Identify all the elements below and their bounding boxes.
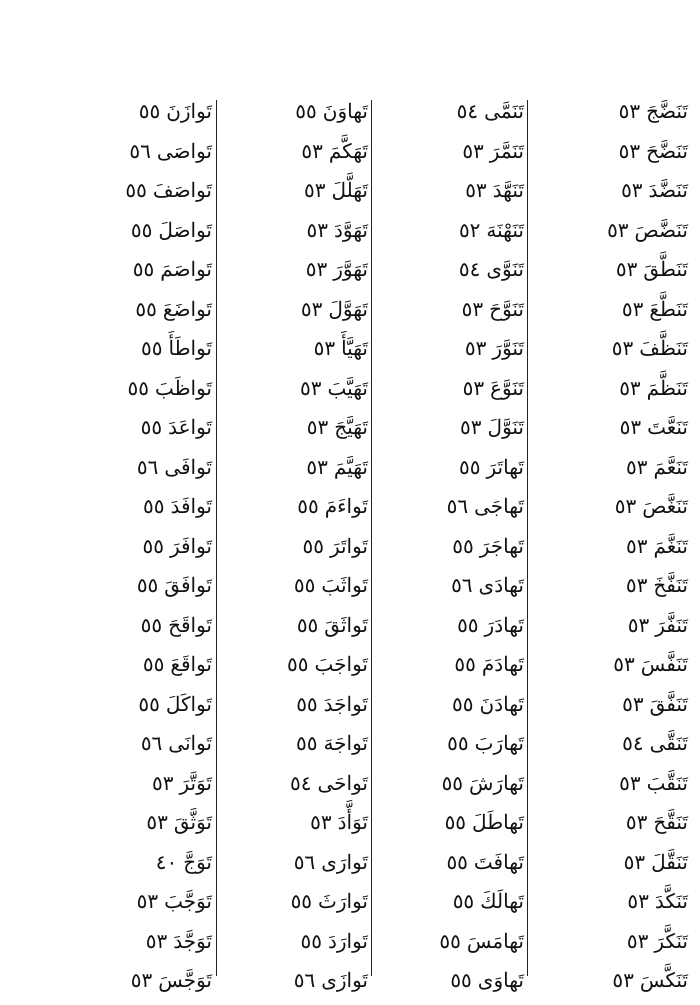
entry-word: تَنَفَّخَ	[653, 573, 688, 597]
entry-word: تَواصَمَ	[160, 257, 212, 281]
index-entry	[384, 566, 524, 606]
index-entry	[228, 211, 368, 251]
entry-word: تَنَكَّدَ	[654, 889, 688, 913]
entry-word: تَهاطَلَ	[472, 810, 524, 834]
index-entry	[228, 290, 368, 330]
entry-word: تَنَعَّتَ	[647, 415, 688, 439]
entry-page-number: ٥٣	[626, 928, 649, 953]
index-entry	[228, 882, 368, 922]
entry-word: تَوارَى	[321, 849, 368, 874]
entry-word: تَواطَأَ	[168, 336, 212, 360]
entry-word: تَنَضَّصَ	[634, 217, 688, 242]
index-entry	[548, 250, 688, 290]
entry-page-number: ٥٥	[142, 652, 165, 676]
entry-page-number: ٥٥	[297, 494, 319, 518]
index-entry	[228, 250, 368, 290]
index-entry	[548, 369, 688, 409]
entry-page-number: ٥٥	[452, 691, 474, 716]
entry-page-number: ٥٣	[306, 454, 328, 479]
index-entry	[548, 685, 688, 725]
entry-word: تَهَلَّلَ	[331, 178, 368, 202]
entry-word: تَنَهْنَهَ	[486, 217, 524, 242]
entry-page-number: ٥٣	[465, 178, 487, 202]
entry-word: تَواتَرَ	[329, 533, 368, 558]
entry-page-number: ٥٥	[143, 494, 165, 518]
entry-word: تَوافَى	[164, 454, 212, 479]
entry-word: تَنَقَّلَ	[651, 849, 688, 874]
entry-word: تَوَجَّ	[183, 849, 212, 874]
entry-page-number: ٥٣	[615, 257, 638, 281]
entry-page-number: ٥٣	[625, 810, 648, 834]
index-entry	[72, 369, 212, 409]
entry-word: تَواثَقَ	[324, 612, 368, 637]
entry-word: تَنَمَّى	[484, 99, 524, 123]
entry-word: تَوَثَّقَ	[173, 810, 212, 834]
entry-page-number: ٥٣	[306, 415, 329, 439]
entry-word: تَنَوَّرَ	[492, 336, 524, 360]
index-entry	[72, 764, 212, 804]
entry-word: تَهاوَنَ	[322, 99, 368, 123]
entry-word: تَهاجَرَ	[479, 533, 524, 558]
entry-word: تَهادَى	[478, 573, 524, 597]
index-column-4	[72, 92, 212, 1001]
entry-page-number: ٥٣	[136, 889, 159, 913]
entry-page-number: ٥٣	[625, 454, 648, 479]
index-entry	[72, 645, 212, 685]
index-entry	[384, 132, 524, 172]
entry-word: تَنَوَّى	[486, 257, 524, 281]
entry-word: تَواجَهَ	[323, 731, 368, 755]
entry-page-number: ٥٥	[295, 99, 317, 123]
index-entry	[384, 92, 524, 132]
entry-page-number: ٥٣	[619, 415, 642, 439]
entry-word: تَوافَقَ	[164, 573, 212, 597]
entry-word: تَنَغَّصَ	[642, 494, 688, 518]
entry-word: تَواصَفَ	[152, 178, 212, 202]
index-entry	[548, 527, 688, 567]
index-entry	[72, 487, 212, 527]
entry-word: تَهَيَّأَ	[341, 336, 368, 360]
index-entry	[548, 724, 688, 764]
index-column-1	[548, 92, 688, 1001]
entry-page-number: ٥٥	[141, 336, 163, 360]
index-entry	[548, 171, 688, 211]
entry-page-number: ٥٣	[614, 494, 637, 518]
entry-page-number: ٥٣	[152, 770, 174, 795]
entry-page-number: ٥٣	[621, 178, 643, 202]
index-entry	[384, 803, 524, 843]
entry-page-number: ٥٥	[135, 296, 157, 321]
index-entry	[72, 527, 212, 567]
entry-page-number: ٥٣	[618, 99, 641, 123]
index-entry	[384, 171, 524, 211]
entry-word: تَهافَتَ	[473, 849, 524, 874]
index-entry	[548, 882, 688, 922]
entry-page-number: ٥٣	[464, 336, 487, 360]
index-entry	[72, 566, 212, 606]
entry-word: تَهادَرَ	[484, 612, 524, 637]
entry-word: تَنَقَّبَ	[646, 770, 688, 795]
entry-word: تَهاجَى	[474, 494, 524, 518]
entry-word: تَنَطَّعَ	[649, 296, 688, 321]
entry-page-number: ٥٥	[450, 968, 472, 992]
entry-word: تَوافَدَ	[170, 494, 212, 518]
entry-page-number: ٥٥	[444, 810, 467, 834]
entry-page-number: ٥٥	[132, 257, 155, 281]
entry-word: تَهادَمَ	[481, 652, 524, 676]
entry-page-number: ٥٣	[618, 138, 641, 163]
index-entry	[384, 961, 524, 1001]
entry-page-number: ٥٣	[625, 533, 648, 558]
entry-page-number: ٥٥	[296, 612, 319, 637]
entry-page-number: ٥٦	[451, 573, 473, 597]
entry-word: تَواظَبَ	[154, 375, 212, 400]
index-column-3	[228, 92, 368, 1001]
index-entry	[228, 803, 368, 843]
entry-word: تَنَوَّحَ	[489, 296, 524, 321]
index-entry	[548, 132, 688, 172]
entry-page-number: ٥٥	[296, 691, 318, 716]
entry-page-number: ٥٣	[300, 375, 322, 400]
entry-page-number: ٥٣	[462, 138, 484, 163]
index-entry	[384, 882, 524, 922]
entry-page-number: ٥٤	[456, 99, 479, 123]
index-entry	[228, 961, 368, 1001]
entry-word: تَهارَبَ	[474, 731, 524, 755]
entry-page-number: ٥٣	[303, 178, 326, 202]
entry-page-number: ٥٣	[607, 217, 629, 242]
index-entry	[384, 645, 524, 685]
index-entry	[548, 92, 688, 132]
entry-word: تَهَكَّمَ	[328, 138, 368, 163]
entry-word: تَهاوَى	[477, 968, 524, 992]
entry-page-number: ٥٦	[446, 494, 469, 518]
entry-word: تَواصَى	[156, 138, 212, 163]
entry-word: تَهَيَّبَ	[327, 375, 368, 400]
entry-word: تَنَضَّجَ	[646, 99, 688, 123]
entry-page-number: ٥٥	[142, 533, 164, 558]
index-entry	[228, 843, 368, 883]
index-entry	[384, 329, 524, 369]
index-entry	[548, 290, 688, 330]
index-entry	[228, 487, 368, 527]
index-column-2	[384, 92, 524, 1001]
entry-page-number: ٥٣	[612, 968, 634, 992]
entry-word: تَوَتَّرَ	[179, 770, 212, 795]
index-entry	[384, 211, 524, 251]
entry-page-number: ٥٣	[627, 889, 649, 913]
index-entry	[228, 527, 368, 567]
entry-word: تَواثَبَ	[321, 573, 368, 597]
entry-page-number: ٥٤	[290, 770, 312, 795]
index-entry	[228, 369, 368, 409]
index-entry	[384, 250, 524, 290]
entry-word: تَنَغَّمَ	[653, 533, 688, 558]
index-entry	[384, 685, 524, 725]
entry-word: تَهَيَّجَ	[334, 415, 368, 439]
entry-word: تَنَضَّحَ	[646, 138, 688, 163]
entry-page-number: ٥٥	[459, 454, 481, 479]
index-entry	[384, 527, 524, 567]
index-entry	[384, 290, 524, 330]
entry-page-number: ٥٣	[313, 336, 336, 360]
entry-page-number: ٥٦	[293, 849, 316, 874]
entry-page-number: ٥٦	[293, 968, 316, 992]
entry-word: تَوَأَّدَ	[337, 810, 368, 834]
entry-word: تَواعَدَ	[168, 415, 212, 439]
entry-word: تَوافَرَ	[169, 533, 212, 558]
index-entry	[72, 92, 212, 132]
entry-word: تَنَكَّرَ	[654, 928, 688, 953]
column-divider-3	[216, 100, 217, 976]
entry-page-number: ٥٥	[138, 99, 161, 123]
entry-page-number: ٥٣	[622, 691, 644, 716]
index-entry	[72, 448, 212, 488]
index-entry	[228, 645, 368, 685]
index-entry	[384, 606, 524, 646]
index-entry	[548, 211, 688, 251]
index-entry	[72, 250, 212, 290]
index-entry	[72, 882, 212, 922]
index-entry	[228, 922, 368, 962]
entry-word: تَنَهَّدَ	[492, 178, 524, 202]
entry-word: تَنَظَّمَ	[646, 375, 688, 400]
entry-page-number: ٥٤	[622, 731, 644, 755]
entry-page-number: ٥٣	[306, 217, 328, 242]
entry-page-number: ٥٣	[460, 415, 482, 439]
entry-word: تَهَوَّرَ	[333, 257, 368, 281]
entry-page-number: ٥٥	[138, 691, 160, 716]
index-entry	[548, 764, 688, 804]
entry-page-number: ٥٥	[457, 612, 479, 637]
index-entry	[72, 803, 212, 843]
entry-page-number: ٥٥	[136, 573, 159, 597]
entry-word: تَهَوَّدَ	[333, 217, 368, 242]
entry-page-number: ٥٥	[452, 889, 475, 913]
entry-page-number: ٥٣	[611, 336, 634, 360]
entry-word: تَنَقَّحَ	[653, 810, 688, 834]
index-entry	[384, 764, 524, 804]
entry-page-number: ٥٣	[305, 257, 328, 281]
index-entry	[72, 685, 212, 725]
entry-page-number: ٥٥	[439, 928, 461, 953]
entry-page-number: ٥٣	[619, 770, 641, 795]
entry-page-number: ٥٥	[447, 731, 469, 755]
entry-page-number: ٥٣	[462, 375, 485, 400]
index-entry	[72, 724, 212, 764]
entry-page-number: ٥٥	[452, 533, 474, 558]
entry-word: تَنَعَّمَ	[653, 454, 688, 479]
entry-word: تَهادَنَ	[479, 691, 524, 716]
index-entry	[548, 408, 688, 448]
index-entry	[72, 171, 212, 211]
index-entry	[384, 408, 524, 448]
entry-word: تَوَجَّسَ	[158, 968, 212, 992]
entry-page-number: ٥٣	[130, 968, 153, 992]
entry-word: تَنَضَّدَ	[648, 178, 688, 202]
index-entry	[72, 961, 212, 1001]
index-entry	[548, 606, 688, 646]
entry-word: تَوازَى	[321, 968, 368, 992]
entry-page-number: ٥٣	[461, 296, 484, 321]
entry-page-number: ٥٣	[300, 296, 323, 321]
index-entry	[548, 645, 688, 685]
index-entry	[548, 803, 688, 843]
entry-word: تَنَفَّقَ	[649, 691, 688, 716]
entry-word: تَهارَشَ	[469, 770, 524, 795]
index-entry	[548, 448, 688, 488]
entry-word: تَواءَمَ	[324, 494, 368, 518]
index-entry	[548, 329, 688, 369]
index-entry	[72, 329, 212, 369]
entry-page-number: ٥٥	[125, 178, 147, 202]
entry-page-number: ٥٦	[136, 454, 159, 479]
entry-page-number: ٥٥	[140, 415, 163, 439]
index-entry	[384, 487, 524, 527]
entry-word: تَوارَدَ	[327, 928, 368, 953]
index-entry	[228, 132, 368, 172]
entry-word: تَوَجَّبَ	[164, 889, 212, 913]
entry-page-number: ٥٤	[458, 257, 481, 281]
index-entry	[384, 922, 524, 962]
entry-word: تَواجَبَ	[314, 652, 368, 676]
index-entry	[228, 448, 368, 488]
entry-page-number: ٥٥	[130, 217, 153, 242]
index-entry	[72, 606, 212, 646]
index-entry	[228, 92, 368, 132]
entry-word: تَنَوَّلَ	[487, 415, 524, 439]
entry-word: تَنَفَّسَ	[640, 652, 688, 676]
entry-word: تَواضَعَ	[162, 296, 212, 321]
entry-word: تَواحَى	[317, 770, 368, 795]
index-entry	[548, 961, 688, 1001]
index-entry	[72, 843, 212, 883]
entry-page-number: ٥٥	[287, 652, 309, 676]
entry-page-number: ٥٥	[293, 573, 316, 597]
index-entry	[72, 290, 212, 330]
index-entry	[228, 171, 368, 211]
entry-page-number: ٥٥	[300, 928, 322, 953]
entry-page-number: ٥٣	[146, 810, 168, 834]
entry-word: تَهالَكَ	[480, 889, 524, 913]
entry-page-number: ٥٢	[458, 217, 481, 242]
index-entry	[228, 329, 368, 369]
entry-page-number: ٥٥	[140, 612, 163, 637]
index-entry	[228, 408, 368, 448]
index-entry	[72, 408, 212, 448]
entry-word: تَنَقَّى	[649, 731, 688, 755]
entry-word: تَوانَى	[168, 731, 212, 755]
entry-word: تَواكَلَ	[165, 691, 212, 716]
entry-page-number: ٤٠	[155, 849, 178, 874]
entry-word: تَوارَثَ	[318, 889, 368, 913]
index-entry	[72, 132, 212, 172]
entry-word: تَهَيَّمَ	[333, 454, 368, 479]
index-entry	[384, 724, 524, 764]
entry-page-number: ٥٦	[140, 731, 163, 755]
entry-page-number: ٥٣	[301, 138, 323, 163]
entry-page-number: ٥٥	[454, 652, 476, 676]
entry-word: تَنَكَّسَ	[639, 968, 688, 992]
entry-word: تَهامَسَ	[466, 928, 524, 953]
entry-page-number: ٥٥	[127, 375, 149, 400]
index-entry	[384, 843, 524, 883]
column-divider-2	[371, 100, 372, 976]
entry-word: تَوازَنَ	[166, 99, 212, 123]
index-entry	[228, 606, 368, 646]
entry-page-number: ٥٥	[295, 731, 318, 755]
entry-word: تَنَطَّقَ	[643, 257, 688, 281]
entry-word: تَنَوَّعَ	[490, 375, 524, 400]
index-entry	[72, 922, 212, 962]
index-entry	[548, 922, 688, 962]
index-entry	[228, 764, 368, 804]
entry-page-number: ٥٣	[619, 375, 641, 400]
entry-page-number: ٥٥	[446, 849, 468, 874]
entry-word: تَنَظَّفَ	[639, 336, 688, 360]
index-entry	[384, 448, 524, 488]
entry-page-number: ٥٥	[441, 770, 464, 795]
entry-page-number: ٥٣	[625, 573, 648, 597]
index-entry	[548, 487, 688, 527]
entry-word: تَواصَلَ	[158, 217, 212, 242]
entry-word: تَواقَعَ	[170, 652, 212, 676]
entry-word: تَوَجَّدَ	[173, 928, 212, 953]
index-entry	[228, 724, 368, 764]
index-entry	[548, 566, 688, 606]
entry-word: تَواجَدَ	[323, 691, 368, 716]
entry-page-number: ٥٣	[613, 652, 635, 676]
index-entry	[228, 685, 368, 725]
entry-word: تَنَمَّرَ	[489, 138, 524, 163]
entry-page-number: ٥٥	[290, 889, 313, 913]
entry-page-number: ٥٣	[310, 810, 332, 834]
entry-page-number: ٥٥	[302, 533, 324, 558]
entry-page-number: ٥٣	[627, 612, 650, 637]
entry-word: تَهَوَّلَ	[328, 296, 368, 321]
index-entry	[72, 211, 212, 251]
entry-page-number: ٥٣	[145, 928, 168, 953]
column-divider-1	[527, 100, 528, 976]
entry-word: تَنَفَّرَ	[655, 612, 688, 637]
index-entry	[548, 843, 688, 883]
entry-word: تَهاتَرَ	[486, 454, 524, 479]
entry-page-number: ٥٦	[129, 138, 151, 163]
entry-page-number: ٥٣	[623, 849, 646, 874]
entry-page-number: ٥٣	[621, 296, 644, 321]
index-entry	[384, 369, 524, 409]
index-entry	[228, 566, 368, 606]
entry-word: تَواقَحَ	[168, 612, 212, 637]
